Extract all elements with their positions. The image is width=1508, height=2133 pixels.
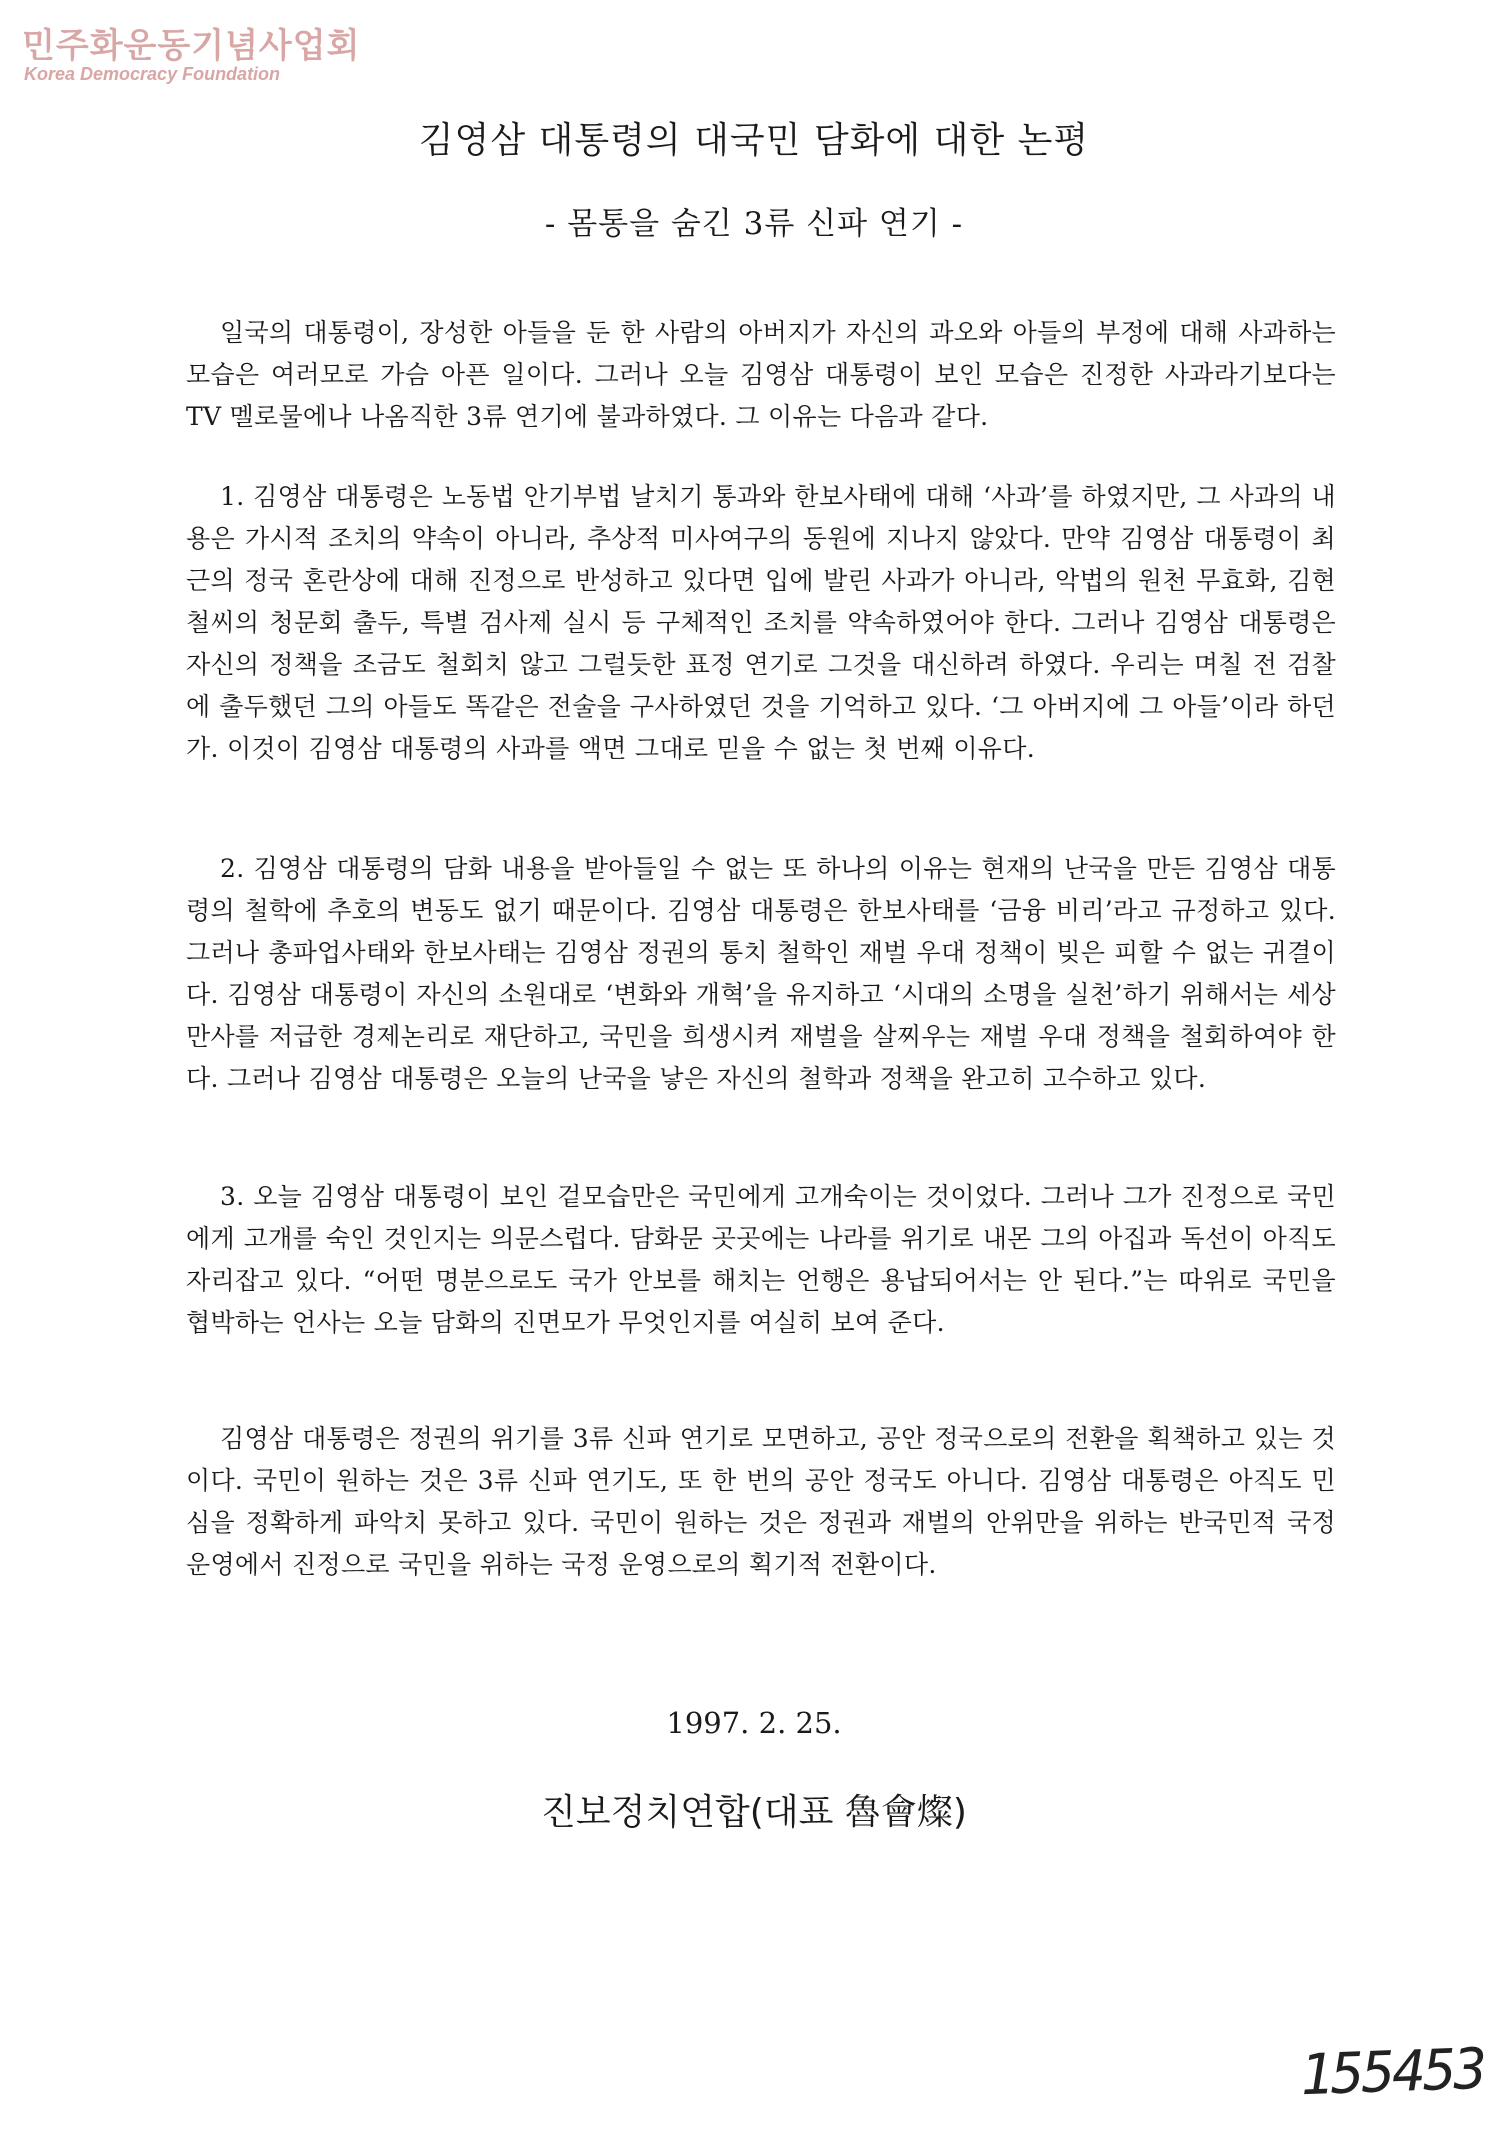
paragraph-point-1: 1. 김영삼 대통령은 노동법 안기부법 날치기 통과와 한보사태에 대해 ‘사과’를 하였지만, 그 사과의 내용은 가시적 조치의 약속이 아니라, 추상적 미사여구의 동원에 지나지 않았다. 만약 김영삼 대통령이 최근의 정국 혼란상에 대해 진정으로 반성하고 있다면 입에 발린 사과가 아니라, 악법의 원천 무효화, 김현철씨의 청문회 출두, 특별 검사제 실시 등 구체적인 조치를 약속하였어야 한다. 그러나 김영삼 대통령은 자신의 정책을 조금도 철회치 않고 그럴듯한 표정 연기로 그것을 대신하려 하였다. 우리는 며칠 전 검찰에 출두했던 그의 아들도 똑같은 전술을 구사하였던 것을 기억하고 있다. ‘그 아버지에 그 아들’이라 하던가. 이것이 김영삼 대통령의 사과를 액면 그대로 믿을 수 없는 첫 번째 이유다. xyxy=(186,482,1336,763)
watermark-korean: 민주화운동기념사업회 xyxy=(22,26,361,66)
paragraph-point-2: 2. 김영삼 대통령의 담화 내용을 받아들일 수 없는 또 하나의 이유는 현재의 난국을 만든 김영삼 대통령의 철학에 추호의 변동도 없기 때문이다. 김영삼 대통령은 한보사태를 ‘금융 비리’라고 규정하고 있다. 그러나 총파업사태와 한보사태는 김영삼 정권의 통치 철학인 재벌 우대 정책이 빚은 피할 수 없는 귀결이다. 김영삼 대통령이 자신의 소원대로 ‘변화와 개혁’을 유지하고 ‘시대의 소명을 실천’하기 위해서는 세상만사를 저급한 경제논리로 재단하고, 국민을 희생시켜 재벌을 살찌우는 재벌 우대 정책을 철회하여야 한다. 그러나 김영삼 대통령은 오늘의 난국을 낳은 자신의 철학과 정책을 완고히 고수하고 있다. xyxy=(186,854,1336,1093)
watermark-logo xyxy=(22,18,361,88)
paragraph-conclusion: 김영삼 대통령은 정권의 위기를 3류 신파 연기로 모면하고, 공안 정국으로의 전환을 획책하고 있는 것이다. 국민이 원하는 것은 3류 신파 연기도, 또 한 번의 공안 정국도 아니다. 김영삼 대통령은 아직도 민심을 정확하게 파악치 못하고 있다. 국민이 원하는 것은 정권과 재벌의 안위만을 위하는 반국민적 국정 운영에서 진정으로 국민을 위하는 국정 운영으로의 획기적 전환이다. xyxy=(186,1424,1336,1579)
signing-organization: 진보정치연합(대표 魯會燦) xyxy=(541,1792,967,1833)
document-date: 1997. 2. 25. xyxy=(666,1706,842,1740)
watermark-english: Korea Democracy Foundation xyxy=(24,64,281,84)
paragraph-intro: 일국의 대통령이, 장성한 아들을 둔 한 사람의 아버지가 자신의 과오와 아들의 부정에 대해 사과하는 모습은 여러모로 가슴 아픈 일이다. 그러나 오늘 김영삼 대통령이 보인 모습은 진정한 사과라기보다는 TV 멜로물에나 나옴직한 3류 연기에 불과하였다. 그 이유는 다음과 같다. xyxy=(186,318,1336,431)
document-subtitle: - 몸통을 숨긴 3류 신파 연기 - xyxy=(544,206,964,242)
archive-number-stamp: 155453 xyxy=(1298,2036,1486,2109)
document-title: 김영삼 대통령의 대국민 담화에 대한 논평 xyxy=(418,120,1090,161)
paragraph-point-3: 3. 오늘 김영삼 대통령이 보인 겉모습만은 국민에게 고개숙이는 것이었다. 그러나 그가 진정으로 국민에게 고개를 숙인 것인지는 의문스럽다. 담화문 곳곳에는 나라를 위기로 내몬 그의 아집과 독선이 아직도 자리잡고 있다. “어떤 명분으로도 국가 안보를 해치는 언행은 용납되어서는 안 된다.”는 따위로 국민을 협박하는 언사는 오늘 담화의 진면모가 무엇인지를 여실히 보여 준다. xyxy=(186,1182,1336,1337)
